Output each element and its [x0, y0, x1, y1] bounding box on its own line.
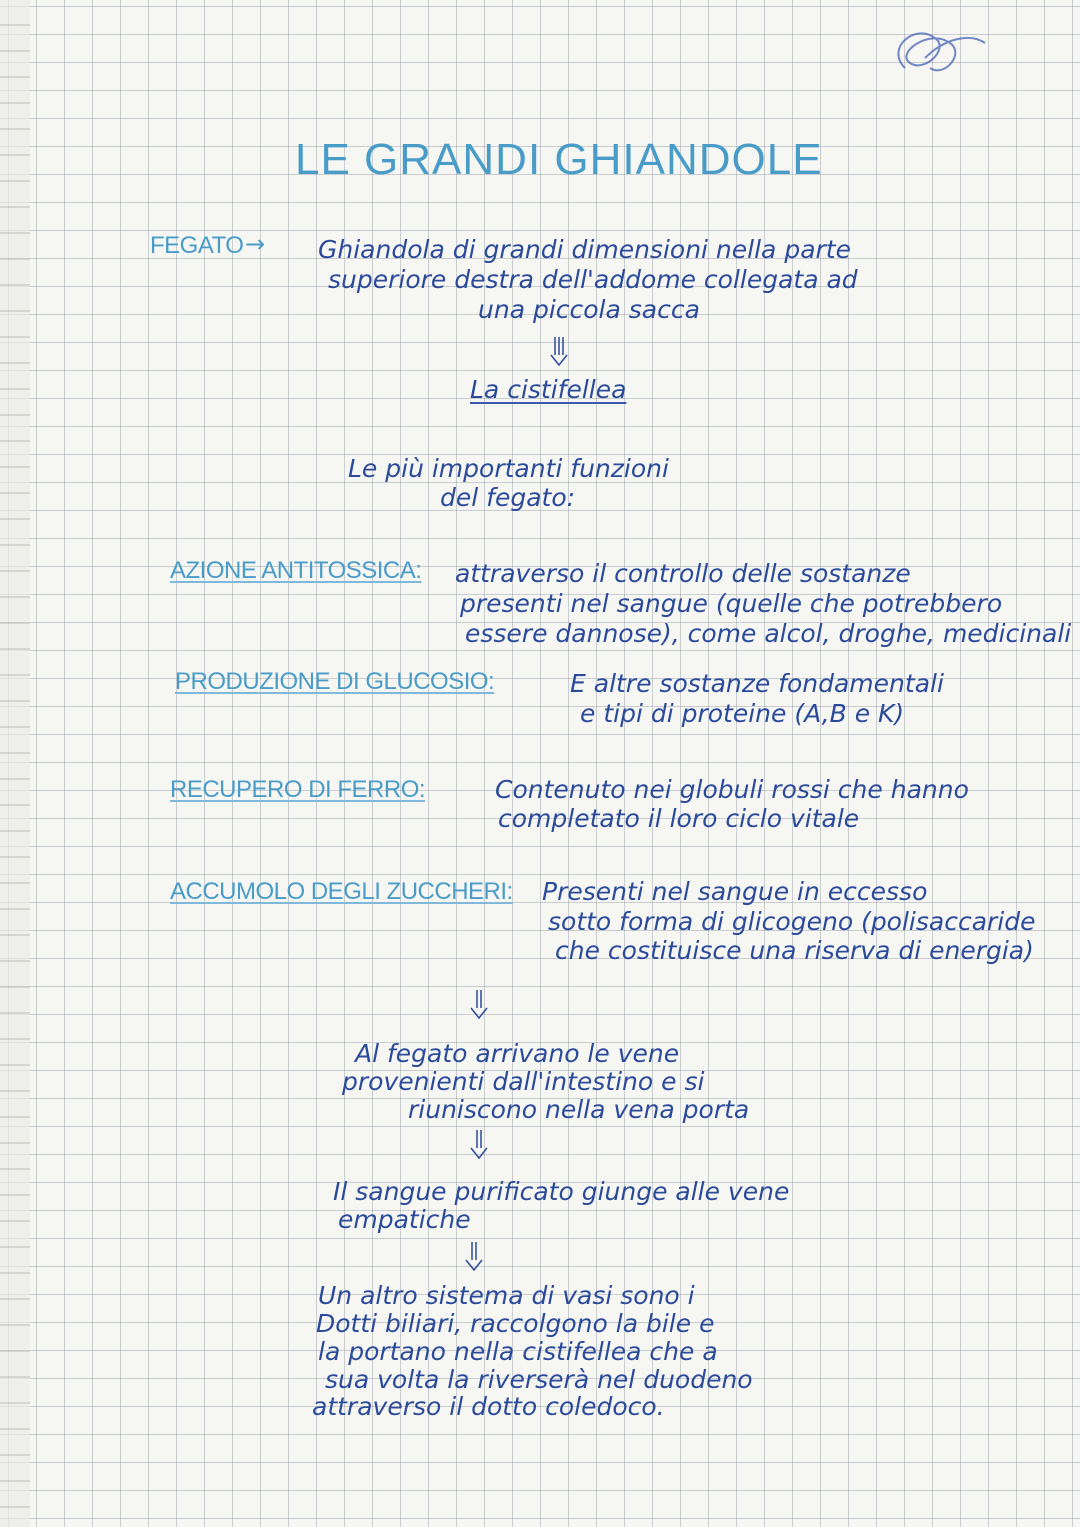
fegato-label: FEGATO — [150, 232, 244, 259]
fegato-line-3: una piccola sacca — [478, 295, 700, 324]
function-head-glucosio: PRODUZIONE DI GLUCOSIO: — [175, 668, 495, 695]
flow-1-line-3: riuniscono nella vena porta — [408, 1095, 750, 1124]
flow-3-line-5: attraverso il dotto coledoco. — [312, 1392, 665, 1421]
function-line: sotto forma di glicogeno (polisaccaride — [548, 907, 1036, 936]
function-line: E altre sostanze fondamentali — [570, 669, 944, 698]
flow-1-line-1: Al fegato arrivano le vene — [355, 1039, 680, 1068]
function-line: Contenuto nei globuli rossi che hanno — [495, 775, 969, 804]
function-line: Presenti nel sangue in eccesso — [542, 877, 928, 906]
functions-intro-1: Le più importanti funzioni — [348, 454, 669, 483]
down-arrow-icon — [465, 1128, 493, 1162]
function-head-zuccheri: ACCUMOLO DEGLI ZUCCHERI: — [170, 878, 513, 905]
function-line: presenti nel sangue (quelle che potrebbero — [460, 589, 1003, 618]
function-head-ferro: RECUPERO DI FERRO: — [170, 776, 426, 803]
flow-2-line-1: Il sangue purificato giunge alle vene — [333, 1177, 790, 1206]
down-arrow-icon — [460, 1240, 488, 1274]
flow-3-line-4: sua volta la riverserà nel duodeno — [325, 1365, 753, 1394]
flow-3-line-1: Un altro sistema di vasi sono i — [318, 1281, 695, 1310]
function-line: e tipi di proteine (A,B e K) — [580, 699, 905, 728]
flow-1-line-2: provenienti dall'intestino e si — [342, 1067, 705, 1096]
function-line: completato il loro ciclo vitale — [498, 804, 860, 833]
cistifellea-label: La cistifellea — [470, 375, 627, 404]
page-title: LE GRANDI GHIANDOLE — [295, 135, 823, 184]
flow-3-line-3: la portano nella cistifellea che a — [318, 1337, 718, 1366]
paper-left-margin — [0, 0, 30, 1527]
signature-scribble — [875, 18, 995, 93]
flow-3-line-2: Dotti biliari, raccolgono la bile e — [316, 1309, 715, 1338]
function-head-antitossica: AZIONE ANTITOSSICA: — [170, 557, 422, 584]
fegato-line-2: superiore destra dell'addome collegata ad — [328, 265, 858, 294]
function-line: che costituisce una riserva di energia) — [555, 936, 1034, 965]
down-arrow-icon — [545, 335, 573, 369]
flow-2-line-2: empatiche — [338, 1205, 471, 1234]
function-line: attraverso il controllo delle sostanze — [455, 559, 911, 588]
down-arrow-icon — [465, 988, 493, 1022]
fegato-arrow: → — [245, 230, 266, 258]
functions-intro-2: del fegato: — [440, 483, 576, 512]
function-line: essere dannose), come alcol, droghe, medicinali — [465, 619, 1072, 648]
fegato-line-1: Ghiandola di grandi dimensioni nella parte — [318, 235, 851, 264]
